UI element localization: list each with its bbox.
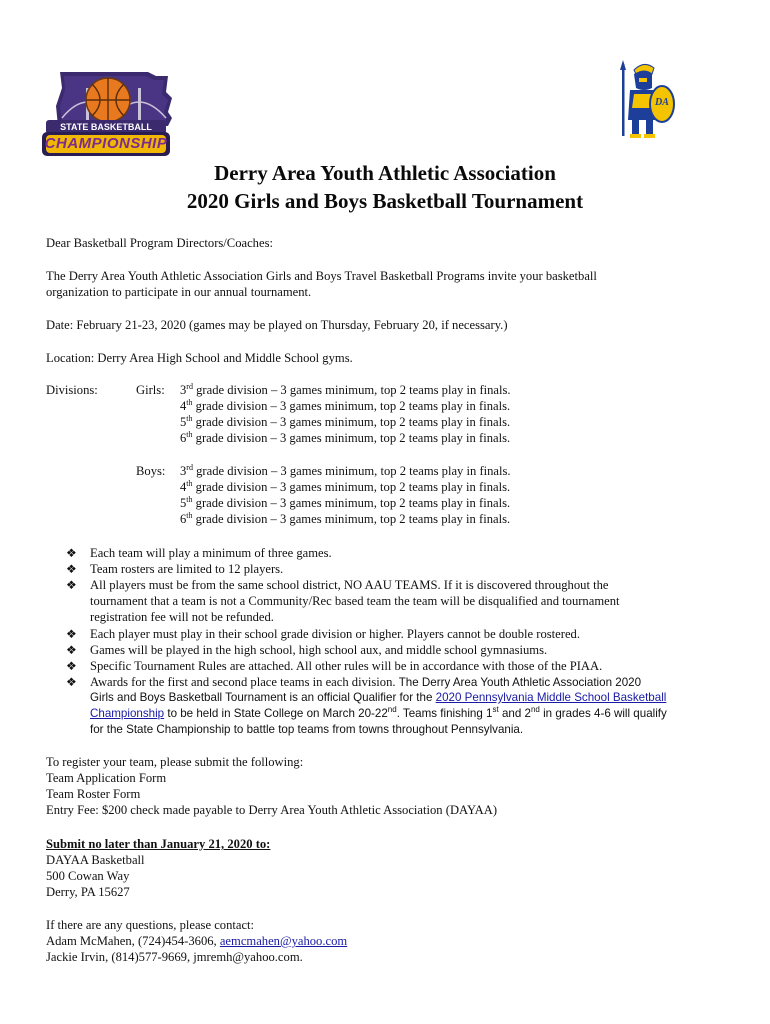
boys-division-row: 4th grade division – 3 games minimum, top 2 teams play in finals. bbox=[180, 478, 511, 494]
address-line: 500 Cowan Way bbox=[46, 869, 130, 883]
date-line: Date: February 21-23, 2020 (games may be played on Thursday, February 20, if necessary.) bbox=[46, 318, 508, 332]
girls-division-row: 5th grade division – 3 games minimum, top 2 teams play in finals. bbox=[180, 413, 511, 429]
boys-division-row: 5th grade division – 3 games minimum, top 2 teams play in finals. bbox=[180, 494, 511, 510]
girls-division-row: 6th grade division – 3 games minimum, top 2 teams play in finals. bbox=[180, 429, 511, 445]
boys-division-row: 3rd grade division – 3 games minimum, top 2 teams play in finals. bbox=[180, 462, 511, 478]
girls-division-row: 4th grade division – 3 games minimum, top 2 teams play in finals. bbox=[180, 397, 511, 413]
diamond-bullet-icon: ❖ bbox=[66, 627, 77, 641]
diamond-bullet-icon: ❖ bbox=[66, 578, 77, 592]
register-intro: To register your team, please submit the following: bbox=[46, 755, 304, 769]
shield-text: DA bbox=[655, 97, 669, 108]
rule-bullet-cont: Girls and Boys Basketball Tournament is an official Qualifier for the 2020 Pennsylvania Middle School Basketball bbox=[90, 691, 667, 704]
rule-bullet-cont: for the State Championship to battle top teams from towns throughout Pennsylvania. bbox=[90, 723, 524, 736]
spartan-mascot-logo bbox=[612, 60, 678, 140]
diamond-bullet-icon: ❖ bbox=[66, 643, 77, 657]
diamond-bullet-icon: ❖ bbox=[66, 562, 77, 576]
title-line1: Derry Area Youth Athletic Association bbox=[214, 161, 556, 185]
logo-line2: CHAMPIONSHIP bbox=[44, 135, 168, 152]
address-line: DAYAA Basketball bbox=[46, 853, 145, 867]
email-link[interactable]: aemcmahen@yahoo.com bbox=[219, 934, 348, 948]
location-line: Location: Derry Area High School and Middle School gyms. bbox=[46, 351, 353, 365]
contact-intro: If there are any questions, please contact: bbox=[46, 918, 255, 932]
address-line: Derry, PA 15627 bbox=[46, 885, 130, 899]
divisions-label: Divisions: bbox=[46, 383, 98, 397]
register-item: Team Application Form bbox=[46, 771, 167, 785]
submit-heading: Submit no later than January 21, 2020 to: bbox=[46, 837, 271, 851]
championship-link[interactable]: 2020 Pennsylvania Middle School Basketball bbox=[435, 691, 667, 704]
title-line2: 2020 Girls and Boys Basketball Tournament bbox=[186, 189, 584, 213]
intro-line1: The Derry Area Youth Athletic Association Girls and Boys Travel Basketball Programs invite your basketball bbox=[46, 269, 597, 283]
logo-line1: STATE BASKETBALL bbox=[60, 122, 152, 132]
boys-label: Boys: bbox=[136, 464, 166, 478]
girls-division-row: 3rd grade division – 3 games minimum, top 2 teams play in finals. bbox=[180, 381, 511, 397]
rule-bullet-cont: Championship to be held in State College on March 20-22nd. Teams finishing 1st and 2nd in grades 4-6 will qualify bbox=[90, 705, 667, 720]
salutation: Dear Basketball Program Directors/Coaches: bbox=[46, 236, 273, 250]
diamond-bullet-icon: ❖ bbox=[66, 675, 77, 689]
register-item: Team Roster Form bbox=[46, 787, 141, 801]
register-item: Entry Fee: $200 check made payable to Derry Area Youth Athletic Association (DAYAA) bbox=[46, 803, 498, 817]
contact-line: Jackie Irvin, (814)577-9669, jmremh@yahoo.com. bbox=[46, 950, 303, 964]
diamond-bullet-icon: ❖ bbox=[66, 659, 77, 673]
rule-bullet-cont: registration fee will not be refunded. bbox=[90, 610, 274, 624]
diamond-bullet-icon: ❖ bbox=[66, 546, 77, 560]
girls-label: Girls: bbox=[136, 383, 165, 397]
contact-line: Adam McMahen, (724)454-3606, aemcmahen@yahoo.com bbox=[46, 934, 348, 948]
state-championship-logo bbox=[38, 66, 178, 166]
intro-line2: organization to participate in our annual tournament. bbox=[46, 285, 312, 299]
rule-bullet-cont: tournament that a team is not a Community/Rec based team the team will be disqualified and tournament bbox=[90, 594, 620, 608]
boys-division-row: 6th grade division – 3 games minimum, top 2 teams play in finals. bbox=[180, 510, 511, 526]
championship-link-cont[interactable]: Championship bbox=[90, 707, 165, 720]
